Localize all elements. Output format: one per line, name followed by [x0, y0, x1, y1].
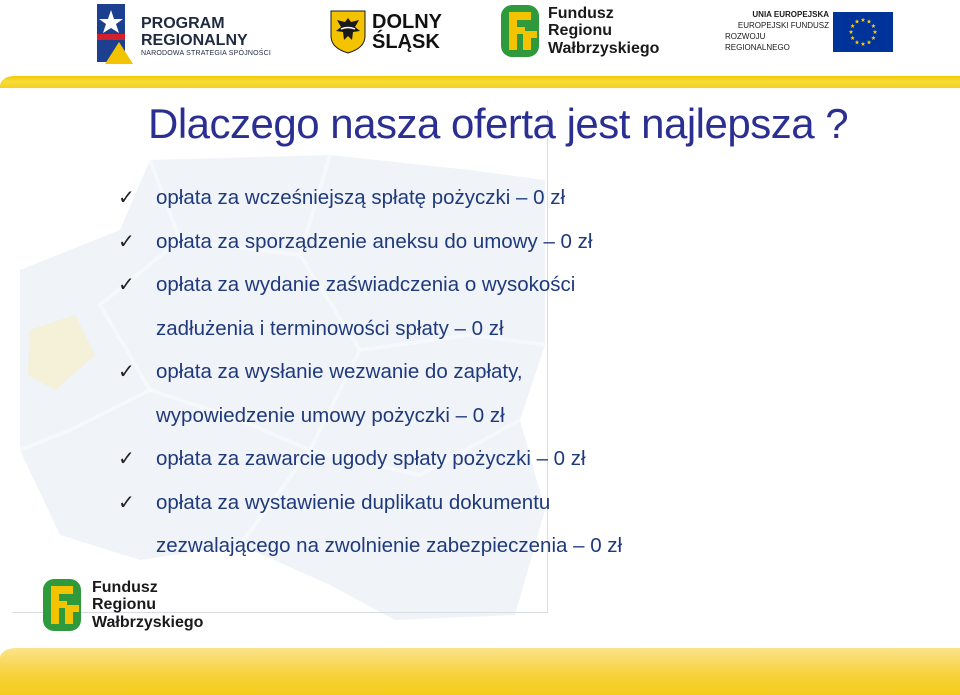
benefit-line: opłata za wydanie zaświadczenia o wysokości: [156, 273, 576, 296]
slide-title: Dlaczego nasza oferta jest najlepsza ?: [148, 100, 849, 147]
benefit-line: zadłużenia i terminowości spłaty – 0 zł: [156, 316, 504, 340]
fundusz-footer-line1: Fundusz: [92, 578, 158, 596]
fundusz-header-logo: [500, 2, 660, 62]
benefit-item: [118, 437, 918, 481]
checkmark-icon: ✓: [118, 446, 135, 470]
benefit-item: [118, 176, 918, 220]
fundusz-footer-fr-mark-icon: [42, 577, 82, 633]
benefit-item: [118, 220, 918, 264]
benefit-item: [118, 350, 918, 437]
fundusz-fr-mark-icon: [500, 4, 540, 58]
benefit-line: opłata za zawarcie ugody spłaty pożyczki – 0 zł: [156, 447, 586, 470]
fundusz-header-line2: Regionu: [548, 22, 612, 40]
program-line3: NARODOWA STRATEGIA SPÓJNOŚCI: [141, 50, 272, 57]
fundusz-footer-line3: Wałbrzyskiego: [92, 613, 204, 631]
unia-europejska-logo: [725, 10, 895, 54]
benefit-line: wypowiedzenie umowy pożyczki – 0 zł: [156, 403, 505, 427]
benefit-line: opłata za wcześniejszą spłatę pożyczki – 0 zł: [156, 186, 566, 209]
checkmark-icon: ✓: [118, 228, 135, 253]
benefit-item: [118, 263, 918, 350]
program-line2: REGIONALNY: [141, 32, 248, 49]
program-regionalny-logo: [97, 2, 277, 68]
footer-gold-bar: [0, 648, 960, 695]
ue-line2: EUROPEJSKI FUNDUSZ: [737, 21, 829, 30]
ue-line1: UNIA EUROPEJSKA: [752, 10, 829, 19]
benefit-line: opłata za wysłanie wezwanie do zapłaty,: [156, 360, 523, 383]
fundusz-footer-logo: [42, 575, 222, 637]
fundusz-header-line1: Fundusz: [548, 4, 614, 22]
checkmark-icon: ✓: [118, 359, 135, 383]
program-line1: PROGRAM: [141, 15, 225, 32]
eu-flag-icon: [833, 12, 893, 52]
benefit-item: [118, 481, 918, 568]
fundusz-header-line3: Wałbrzyskiego: [548, 39, 660, 57]
fundusz-footer-line2: Regionu: [92, 596, 156, 614]
checkmark-icon: ✓: [118, 489, 135, 514]
ue-line3: ROZWOJU REGIONALNEGO: [725, 32, 790, 52]
program-regionalny-emblem-icon: [97, 4, 133, 64]
checkmark-icon: ✓: [118, 272, 135, 296]
benefit-line: zezwalającego na zwolnienie zabezpieczenia – 0 zł: [156, 534, 623, 557]
dolny-line2: ŚLĄSK: [372, 30, 440, 53]
header-gold-stripe: [0, 76, 960, 88]
checkmark-icon: ✓: [118, 185, 135, 209]
benefit-list: [118, 176, 918, 568]
header-logo-bar: [0, 0, 960, 72]
benefit-line: opłata za wystawienie duplikatu dokumentu: [156, 490, 551, 514]
dolny-slask-eagle-shield-icon: [330, 10, 366, 54]
dolny-slask-logo: [330, 8, 450, 56]
benefit-line: opłata za sporządzenie aneksu do umowy – 0 zł: [156, 229, 593, 253]
dolny-line1: DOLNY: [372, 10, 442, 33]
